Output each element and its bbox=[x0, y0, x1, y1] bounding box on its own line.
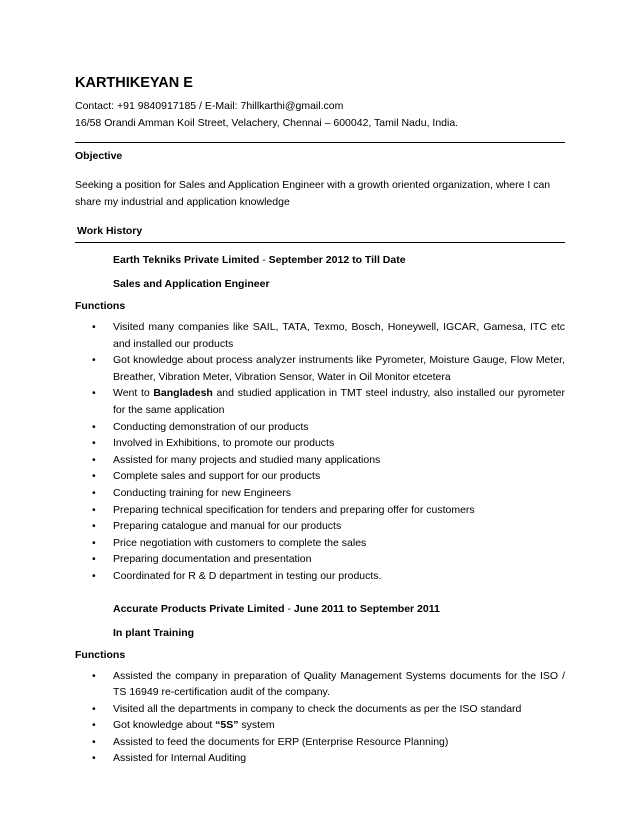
item-text: Preparing technical specification for tenders and preparing offer for customers bbox=[113, 503, 475, 516]
job-period: June 2011 to September 2011 bbox=[293, 602, 440, 615]
item-text: Price negotiation with customers to complete the sales bbox=[113, 536, 367, 549]
bullet-icon: • bbox=[92, 387, 96, 400]
bullet-icon: • bbox=[92, 354, 96, 367]
bullet-icon: • bbox=[92, 470, 96, 483]
bullet-icon: • bbox=[92, 503, 96, 516]
work-history-divider bbox=[75, 242, 565, 243]
job-company: Earth Tekniks Private Limited bbox=[113, 254, 260, 266]
bullet-icon: • bbox=[92, 486, 96, 499]
functions-title: Functions bbox=[75, 648, 126, 661]
item-emphasis: Bangladesh bbox=[153, 387, 213, 400]
contact-line: Contact: +91 9840917185 / E-Mail: 7hillkarthi@gmail.com bbox=[75, 100, 344, 112]
candidate-name: KARTHIKEYAN E bbox=[75, 75, 193, 91]
functions-title: Functions bbox=[75, 300, 126, 312]
bullet-icon: • bbox=[92, 669, 96, 682]
item-text: Preparing catalogue and manual for our products bbox=[113, 520, 342, 533]
bullet-icon: • bbox=[92, 569, 96, 582]
item-text: Involved in Exhibitions, to promote our products bbox=[113, 437, 335, 450]
item-text: Assisted for many projects and studied many applications bbox=[113, 453, 381, 466]
objective-title: Objective bbox=[75, 150, 123, 162]
bullet-icon: • bbox=[92, 520, 96, 533]
item-text-tail: and studied application in TMT steel industry, also installed our pyrometer for the same application bbox=[113, 387, 565, 416]
bullet-icon: • bbox=[92, 420, 96, 433]
item-text: Conducting training for new Engineers bbox=[113, 486, 292, 499]
list-item bbox=[75, 701, 565, 718]
job-header bbox=[75, 253, 565, 268]
item-text: Visited many companies like SAIL, TATA, Texmo, Bosch, Honeywell, IGCAR, Gamesa, ITC etc and installed our products bbox=[113, 321, 565, 350]
header-divider bbox=[75, 142, 565, 143]
list-item bbox=[75, 502, 565, 519]
objective-text: Seeking a position for Sales and Application Engineer with a growth oriented organization, where I can share my industrial and application knowledge bbox=[75, 179, 551, 208]
list-item bbox=[75, 452, 565, 469]
list-item bbox=[75, 668, 565, 701]
item-text: Preparing documentation and presentation bbox=[113, 553, 312, 566]
functions-list bbox=[75, 319, 565, 585]
job-entry bbox=[75, 602, 565, 768]
list-item bbox=[75, 717, 565, 734]
item-text: Complete sales and support for our products bbox=[113, 470, 321, 483]
bullet-icon: • bbox=[92, 752, 96, 765]
list-item bbox=[75, 551, 565, 568]
item-text: Conducting demonstration of our products bbox=[113, 420, 309, 433]
job-period: September 2012 to Till Date bbox=[268, 254, 406, 266]
job-entry bbox=[75, 253, 565, 585]
item-text: Got knowledge about process analyzer instruments like Pyrometer, Moisture Gauge, Flow Meter, Breather, Vibration Meter, Vibration Sensor, Water in Oil Monitor etcetera bbox=[113, 354, 565, 383]
bullet-icon: • bbox=[92, 437, 96, 450]
list-item bbox=[75, 352, 565, 385]
bullet-icon: • bbox=[92, 453, 96, 466]
bullet-icon: • bbox=[92, 536, 96, 549]
job-role: Sales and Application Engineer bbox=[113, 278, 270, 290]
item-text: Went to bbox=[113, 387, 154, 400]
item-text: Got knowledge about bbox=[113, 719, 216, 732]
job-separator: - bbox=[284, 602, 294, 615]
resume-page bbox=[75, 74, 565, 767]
item-text: Coordinated for R & D department in testing our products. bbox=[113, 569, 382, 582]
job-company: Accurate Products Private Limited bbox=[113, 602, 285, 615]
list-item bbox=[75, 485, 565, 502]
job-header bbox=[75, 602, 565, 617]
item-text: Visited all the departments in company to check the documents as per the ISO standard bbox=[113, 702, 522, 715]
work-history-title: Work History bbox=[77, 225, 143, 237]
list-item bbox=[75, 535, 565, 552]
list-item bbox=[75, 518, 565, 535]
list-item bbox=[75, 435, 565, 452]
item-text: Assisted for Internal Auditing bbox=[113, 752, 247, 765]
job-role: In plant Training bbox=[113, 626, 195, 639]
bullet-icon: • bbox=[92, 735, 96, 748]
list-item bbox=[75, 568, 565, 585]
bullet-icon: • bbox=[92, 553, 96, 566]
item-emphasis: “5S” bbox=[215, 719, 239, 732]
list-item bbox=[75, 468, 565, 485]
list-item bbox=[75, 419, 565, 436]
list-item bbox=[75, 385, 565, 418]
address-line: 16/58 Orandi Amman Koil Street, Velachery, Chennai – 600042, Tamil Nadu, India. bbox=[75, 117, 459, 129]
job-separator: - bbox=[259, 254, 269, 266]
item-text: Assisted the company in preparation of Quality Management Systems documents for the ISO / TS 16949 re-certification audit of the company. bbox=[113, 669, 565, 699]
bullet-icon: • bbox=[92, 702, 96, 715]
item-text-tail: system bbox=[238, 719, 275, 732]
list-item bbox=[75, 319, 565, 352]
functions-list bbox=[75, 668, 565, 768]
bullet-icon: • bbox=[92, 719, 96, 732]
bullet-icon: • bbox=[92, 321, 96, 333]
list-item bbox=[75, 750, 565, 767]
item-text: Assisted to feed the documents for ERP (Enterprise Resource Planning) bbox=[113, 735, 449, 748]
list-item bbox=[75, 734, 565, 751]
